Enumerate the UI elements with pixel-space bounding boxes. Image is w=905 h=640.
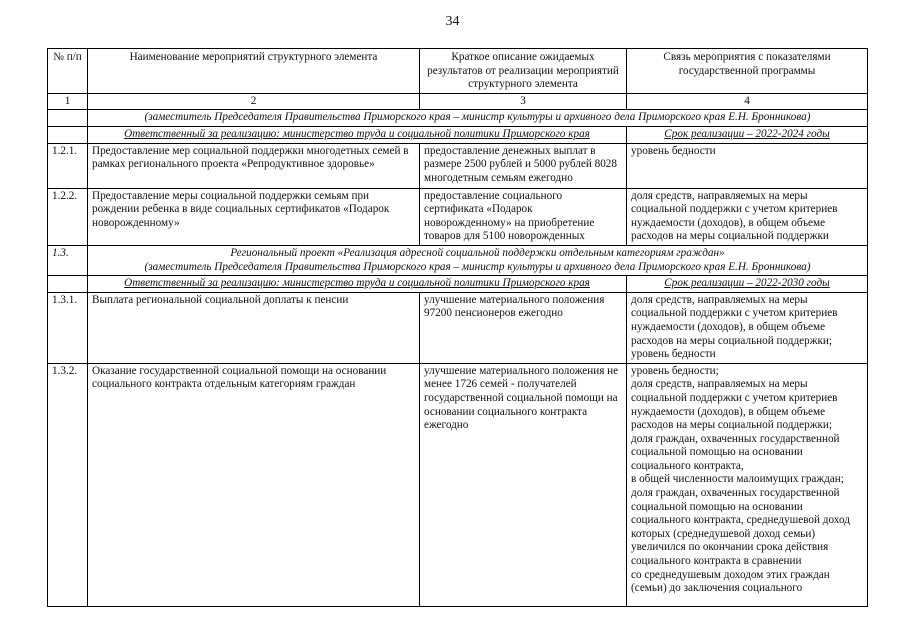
numbering-row bbox=[48, 93, 868, 110]
header-row bbox=[48, 49, 868, 94]
row-link: доля средств, направляемых на меры социальной поддержки с учетом критериев нуждаемости (доходов), в общем объеме расходов на меры социальной поддержки bbox=[627, 188, 868, 245]
link-line: доля средств, направляемых на меры социальной поддержки с учетом критериев нуждаемости (доходов), в общем объеме расходов на меры социальной поддержки; bbox=[631, 293, 838, 347]
empty-cell bbox=[48, 126, 88, 143]
link-line: со среднедушевым доходом этих граждан (семьи) до заключения социального bbox=[631, 568, 830, 595]
program-table bbox=[47, 48, 868, 607]
row-result: улучшение материального положения 97200 пенсионеров ежегодно bbox=[420, 292, 627, 363]
link-line: уровень бедности bbox=[631, 348, 716, 361]
header-col-link: Связь мероприятия с показателями государственной программы bbox=[627, 49, 868, 94]
link-line: уровень бедности; bbox=[631, 364, 719, 377]
link-line: доля граждан, охваченных государственной социальной помощью на основании социального контракта, bbox=[631, 432, 840, 472]
row-number: 1.2.2. bbox=[48, 188, 88, 245]
row-result: улучшение материального положения не менее 1726 семей - получателей государственной социальной помощи на основании социального контракта ежегодно bbox=[420, 363, 627, 606]
project-number: 1.3. bbox=[48, 245, 88, 275]
numbering-cell: 1 bbox=[48, 93, 88, 110]
row-name: Оказание государственной социальной помощи на основании социального контракта отдельным категориям граждан bbox=[88, 363, 420, 606]
table-row bbox=[48, 188, 868, 245]
table-row bbox=[48, 363, 868, 606]
row-result: предоставление социального сертификата «Подарок новорожденному» на приобретение товаров для 5100 новорожденных bbox=[420, 188, 627, 245]
section-term: Срок реализации – 2022-2030 годы bbox=[627, 276, 868, 293]
link-line: доля средств, направляемых на меры социальной поддержки с учетом критериев нуждаемости (доходов), в общем объеме расходов на меры социальной поддержки; bbox=[631, 378, 838, 432]
project-deputy: (заместитель Председателя Правительства Приморского края – министр культуры и архивного дела Приморского края Е.Н. Бронникова) bbox=[144, 260, 811, 273]
row-number: 1.3.1. bbox=[48, 292, 88, 363]
project-title-text: Региональный проект «Реализация адресной социальной поддержки отдельным категориям граждан» bbox=[230, 246, 725, 259]
row-number: 1.3.2. bbox=[48, 363, 88, 606]
empty-cell bbox=[48, 110, 88, 127]
numbering-cell: 4 bbox=[627, 93, 868, 110]
page-number: 34 bbox=[445, 14, 460, 29]
header-col-number: № п/п bbox=[48, 49, 88, 94]
row-link: уровень бедности bbox=[627, 143, 868, 188]
row-name: Предоставление меры социальной поддержки семьям при рождении ребенка в виде социальных сертификатов «Подарок новорожденному» bbox=[88, 188, 420, 245]
header-col-result: Краткое описание ожидаемых результатов от реализации мероприятий структурного элемента bbox=[420, 49, 627, 94]
row-number: 1.2.1. bbox=[48, 143, 88, 188]
section-responsible-row bbox=[48, 126, 868, 143]
section-deputy: (заместитель Председателя Правительства Приморского края – министр культуры и архивного дела Приморского края Е.Н. Бронникова) bbox=[88, 110, 868, 127]
project-title-row bbox=[48, 245, 868, 275]
link-line: доля граждан, охваченных государственной социальной помощью на основании социального контракта, среднедушевой доход которых (среднедушевой доход семьи) увеличился по окончании срока действия социального контракта в сравнении bbox=[631, 487, 850, 568]
row-name: Предоставление мер социальной поддержки многодетных семей в рамках регионального проекта «Репродуктивное здоровье» bbox=[88, 143, 420, 188]
empty-cell bbox=[48, 276, 88, 293]
section-responsible-row bbox=[48, 276, 868, 293]
link-line: в общей численности малоимущих граждан; bbox=[631, 473, 844, 486]
table-row bbox=[48, 292, 868, 363]
project-title bbox=[88, 245, 868, 275]
section-deputy-row bbox=[48, 110, 868, 127]
row-link bbox=[627, 363, 868, 606]
section-responsible: Ответственный за реализацию: министерство труда и социальной политики Приморского края bbox=[88, 126, 627, 143]
numbering-cell: 3 bbox=[420, 93, 627, 110]
header-col-name: Наименование мероприятий структурного элемента bbox=[88, 49, 420, 94]
table-row bbox=[48, 143, 868, 188]
section-responsible: Ответственный за реализацию: министерство труда и социальной политики Приморского края bbox=[88, 276, 627, 293]
row-name: Выплата региональной социальной доплаты к пенсии bbox=[88, 292, 420, 363]
row-result: предоставление денежных выплат в размере 2500 рублей и 5000 рублей 8028 многодетным семьям ежегодно bbox=[420, 143, 627, 188]
section-term: Срок реализации – 2022-2024 годы bbox=[627, 126, 868, 143]
row-link bbox=[627, 292, 868, 363]
numbering-cell: 2 bbox=[88, 93, 420, 110]
